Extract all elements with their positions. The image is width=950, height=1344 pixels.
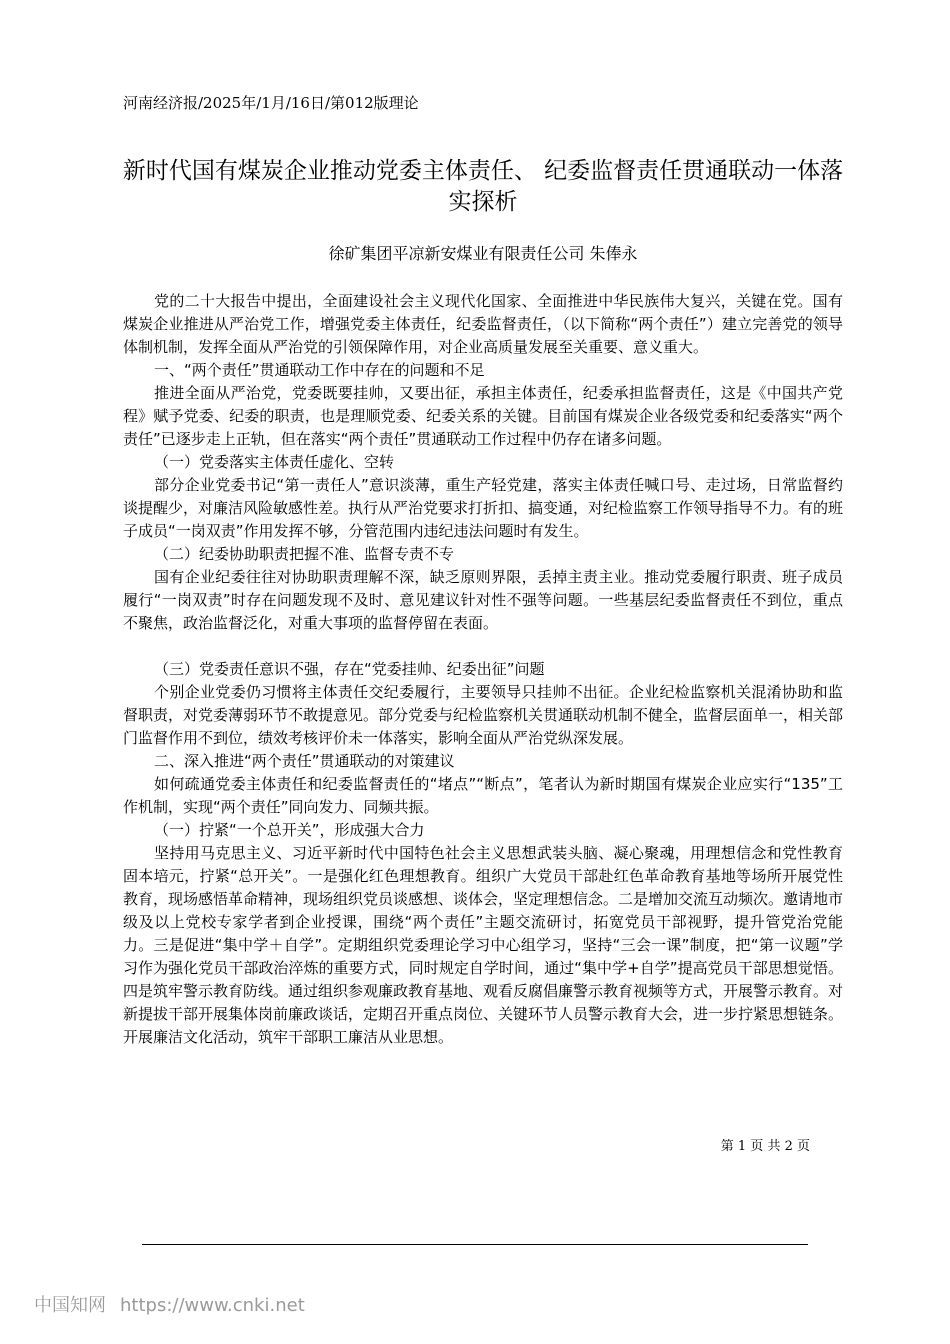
article-author: 徐矿集团平凉新安煤业有限责任公司 朱俸永: [328, 244, 638, 263]
subsection-heading: （三）党委责任意识不强，存在“党委挂帅、纪委出征”问题: [154, 660, 545, 678]
footer-divider: [142, 1244, 808, 1245]
subsection-heading: （二）纪委协助职责把握不准、监督专责不专: [154, 545, 455, 563]
section-heading: 一、“两个责任”贯通联动工作中存在的问题和不足: [154, 361, 485, 379]
paragraph: 国有企业纪委往往对协助职责理解不深，缺乏原则界限，丢掉主责主业。推动党委履行职责、班子成员履行“一岗双责”时存在问题发现不及时、意见建议针对性不强等问题。一些基层纪委监督责任不到位，重点不聚焦，政治监督泛化，对重大事项的监督停留在表面。: [123, 568, 843, 632]
subsection-heading: （一）党委落实主体责任虚化、空转: [154, 453, 395, 471]
paragraph: 党的二十大报告中提出，全面建设社会主义现代化国家、全面推进中华民族伟大复兴，关键在党。国有煤炭企业推进从严治党工作，增强党委主体责任，纪委监督责任，（以下简称“两个责任”）建立完善党的领导体制机制，发挥全面从严治党的引领保障作用，对企业高质量发展至关重要、意义重大。: [123, 292, 843, 356]
section-heading: 二、深入推进“两个责任”贯通联动的对策建议: [154, 752, 455, 770]
source-line: 河南经济报/2025年/1月/16日/第012版理论: [123, 94, 419, 112]
paragraph: 个别企业党委仍习惯将主体责任交纪委履行，主要领导只挂帅不出征。企业纪检监察机关混淆协助和监督职责，对党委薄弱环节不敢提意见。部分党委与纪检监察机关贯通联动机制不健全，监督层面单一，相关部门监督作用不到位，绩效考核评价未一体落实，影响全面从严治党纵深发展。: [123, 683, 844, 747]
subsection-heading: （一）拧紧“一个总开关”，形成强大合力: [154, 821, 425, 839]
site-url[interactable]: https://www.cnki.net: [120, 1295, 305, 1316]
paragraph: 如何疏通党委主体责任和纪委监督责任的“堵点”“断点”，笔者认为新时期国有煤炭企业应实行“135”工作机制，实现“两个责任”同向发力、同频共振。: [123, 775, 843, 816]
footer-watermark: [34, 1294, 305, 1318]
paragraph: 坚持用马克思主义、习近平新时代中国特色社会主义思想武装头脑、凝心聚魂，用理想信念和党性教育固本培元，拧紧“总开关”。一是强化红色理想教育。组织广大党员干部赴红色革命教育基地等场所开展党性教育，现场感悟革命精神，现场组织党员谈感想、谈体会，坚定理想信念。二是增加交流互动频次。邀请地市级及以上党校专家学者到企业授课，围绕“两个责任”主题交流研讨，拓宽党员干部视野，提升管党治党能力。三是促进“集中学＋自学”。定期组织党委理论学习中心组学习，坚持“三会一课”制度，把“第一议题”学习作为强化党员干部政治淬炼的重要方式，同时规定自学时间，通过“集中学+自学”提高党员干部思想觉悟。四是筑牢警示教育防线。通过组织参观廉政教育基地、观看反腐倡廉警示教育视频等方式，开展警示教育。对新提拔干部开展集体岗前廉政谈话，定期召开重点岗位、关键环节人员警示教育大会，进一步拧紧思想链条。开展廉洁文化活动，筑牢干部职工廉洁从业思想。: [123, 844, 844, 1046]
page-number: 第 1 页 共 2 页: [720, 1139, 810, 1154]
article-title: 新时代国有煤炭企业推动党委主体责任、 纪委监督责任贯通联动一体落实探析: [122, 158, 844, 215]
article-body: [123, 290, 843, 1049]
paragraph: 推进全面从严治党，党委既要挂帅，又要出征，承担主体责任，纪委承担监督责任，这是《中国共产党程》赋予党委、纪委的职责，也是理顺党委、纪委关系的关键。目前国有煤炭企业各级党委和纪委落实“两个责任”已逐步走上正轨，但在落实“两个责任”贯通联动工作过程中仍存在诸多问题。: [123, 384, 843, 448]
paragraph: 部分企业党委书记“第一责任人”意识淡薄，重生产轻党建，落实主体责任喊口号、走过场，日常监督约谈提醒少，对廉洁风险敏感性差。执行从严治党要求打折扣、搞变通，对纪检监察工作领导指导不力。有的班子成员“一岗双责”作用发挥不够，分管范围内违纪违法问题时有发生。: [123, 476, 844, 540]
site-name: 中国知网: [34, 1295, 106, 1316]
